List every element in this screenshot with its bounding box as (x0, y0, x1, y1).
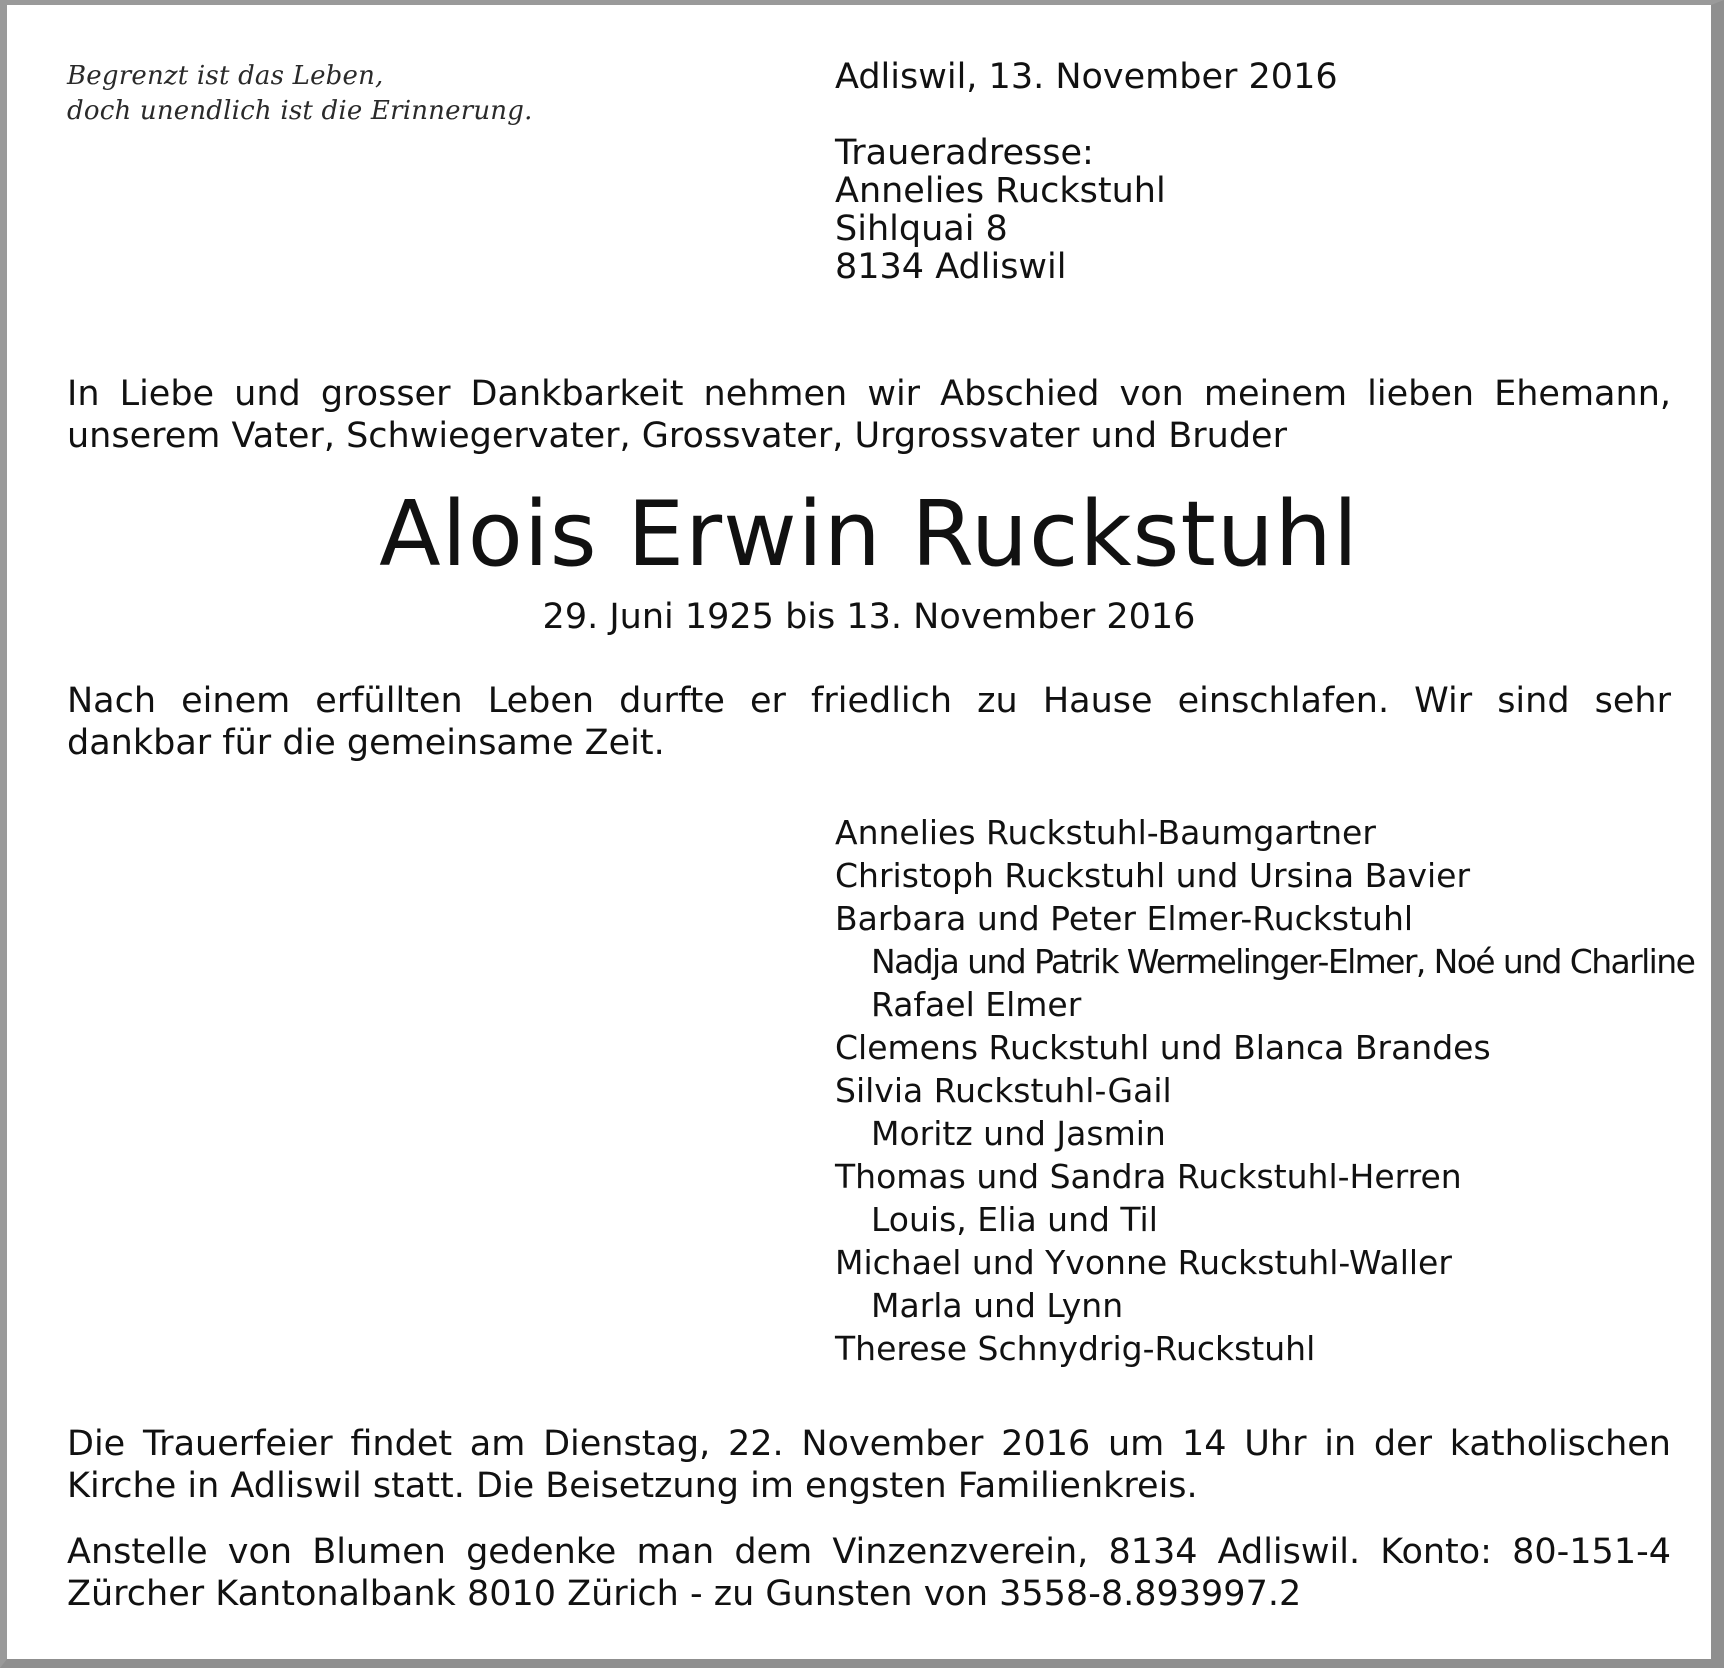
closing-paragraph (67, 680, 1671, 764)
family-list (835, 811, 1694, 1370)
family-member-grandchild: Nadja und Patrik Wermelinger-Elmer, Noé und Charline (871, 942, 1695, 981)
donation-paragraph (67, 1531, 1671, 1615)
address-name: Annelies Ruckstuhl (835, 171, 1166, 211)
family-member: Clemens Ruckstuhl und Blanca Brandes (835, 1028, 1491, 1067)
family-member: Silvia Ruckstuhl-Gail (835, 1071, 1172, 1110)
closing-line-2: dankbar für die gemeinsame Zeit. (67, 723, 665, 763)
intro-paragraph (67, 373, 1671, 457)
family-member-grandchild: Moritz und Jasmin (871, 1114, 1166, 1153)
donation-line-1: Anstelle von Blumen gedenke man dem Vinzenzverein, 8134 Adliswil. Konto: 80-151-4 (67, 1532, 1671, 1572)
motto-quote (67, 59, 533, 129)
ceremony-paragraph (67, 1423, 1671, 1507)
motto-line-2: doch unendlich ist die Erinnerung. (67, 96, 533, 126)
family-member: Michael und Yvonne Ruckstuhl-Waller (835, 1243, 1452, 1282)
donation-line-2: Zürcher Kantonalbank 8010 Zürich - zu Gunsten von 3558-8.893997.2 (67, 1574, 1302, 1614)
intro-line-1: In Liebe und grosser Dankbarkeit nehmen wir Abschied von meinem lieben Ehemann, (67, 374, 1671, 414)
family-member: Therese Schnydrig-Ruckstuhl (835, 1329, 1316, 1368)
place-date: Adliswil, 13. November 2016 (835, 57, 1338, 97)
family-member-grandchild: Marla und Lynn (871, 1286, 1124, 1325)
family-member: Barbara und Peter Elmer-Ruckstuhl (835, 899, 1414, 938)
family-member: Annelies Ruckstuhl-Baumgartner (835, 813, 1376, 852)
family-member: Christoph Ruckstuhl und Ursina Bavier (835, 856, 1471, 895)
motto-line-1: Begrenzt ist das Leben, (67, 61, 384, 91)
ceremony-line-2: Kirche in Adliswil statt. Die Beisetzung im engsten Familienkreis. (67, 1466, 1198, 1506)
mourning-address-block (835, 58, 1338, 286)
life-dates: 29. Juni 1925 bis 13. November 2016 (542, 597, 1196, 637)
address-city: 8134 Adliswil (835, 247, 1067, 287)
address-street: Sihlquai 8 (835, 209, 1008, 249)
family-member-grandchild: Louis, Elia und Til (871, 1200, 1158, 1239)
intro-line-2: unserem Vater, Schwiegervater, Grossvater, Urgrossvater und Bruder (67, 416, 1287, 456)
family-member-grandchild: Rafael Elmer (871, 985, 1082, 1024)
deceased-name: Alois Erwin Ruckstuhl (379, 482, 1359, 587)
address-label: Traueradresse: (835, 133, 1094, 173)
family-member: Thomas und Sandra Ruckstuhl-Herren (835, 1157, 1462, 1196)
closing-line-1: Nach einem erfüllten Leben durfte er friedlich zu Hause einschlafen. Wir sind sehr (67, 681, 1671, 721)
ceremony-line-1: Die Trauerfeier findet am Dienstag, 22. November 2016 um 14 Uhr in der katholischen (67, 1424, 1671, 1464)
